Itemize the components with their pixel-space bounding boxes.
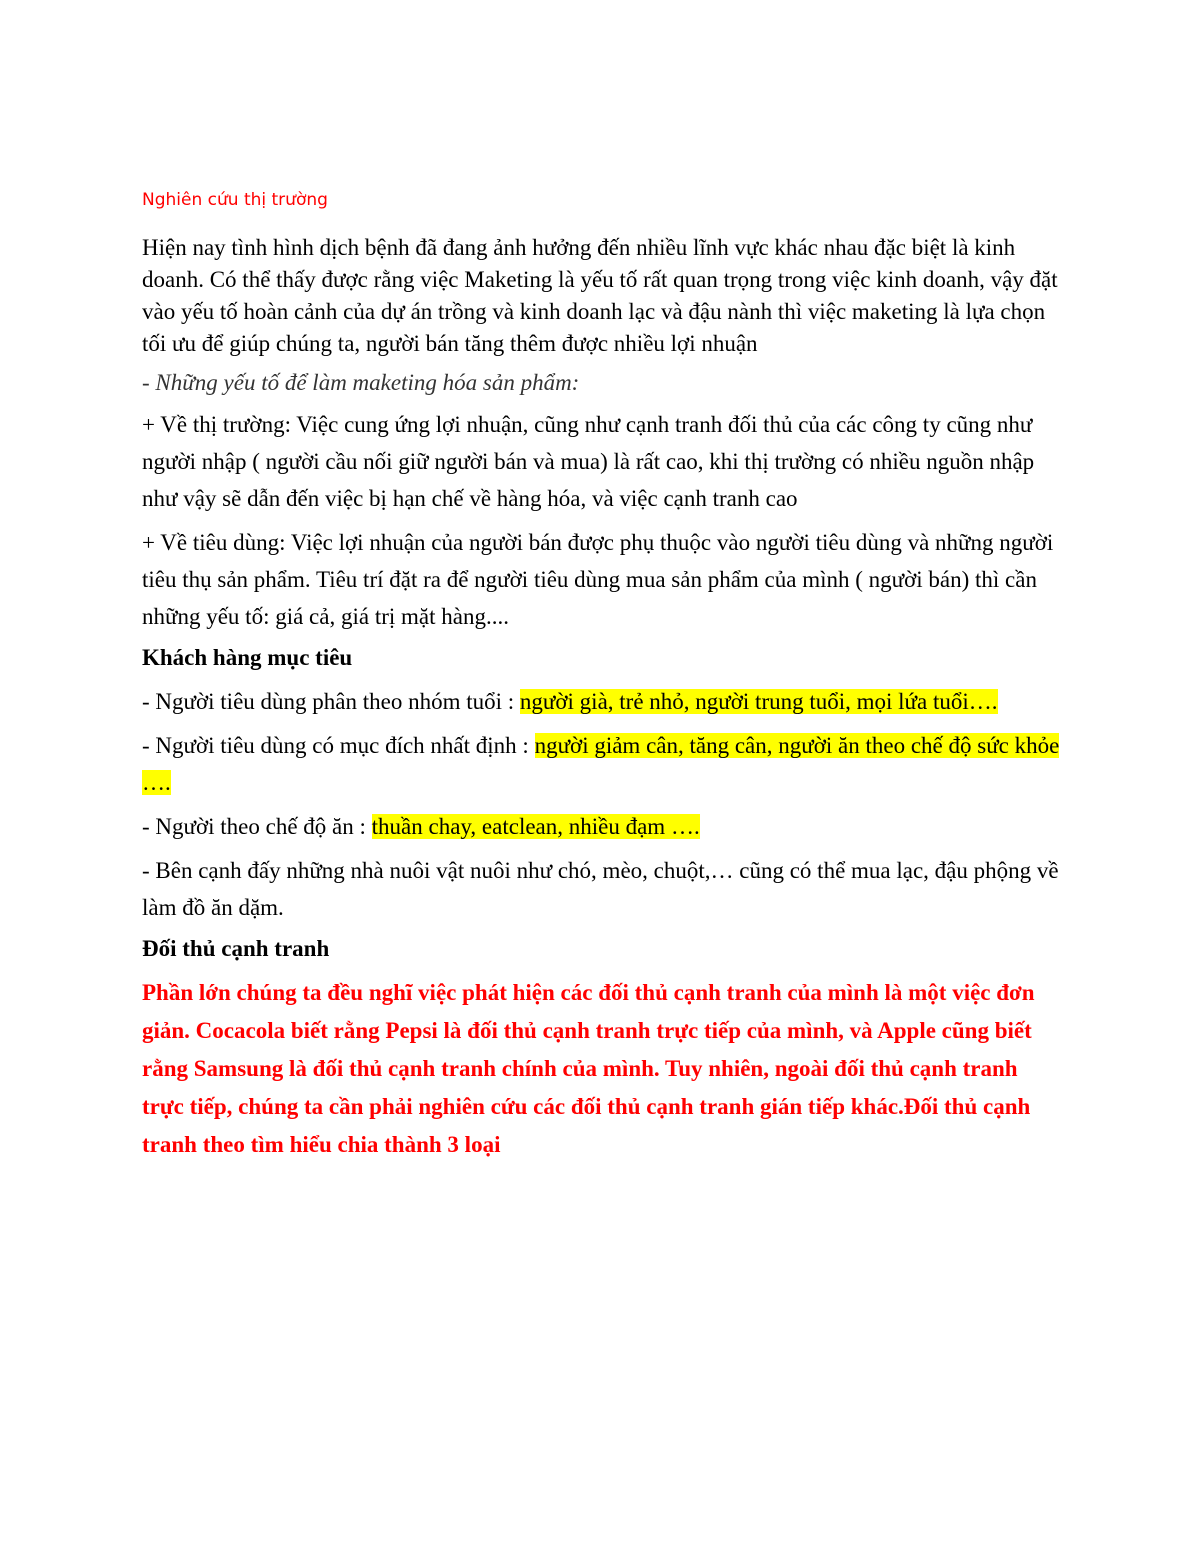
target-age-item: [142, 683, 1062, 720]
target-diet-prefix: - Người theo chế độ ăn :: [142, 814, 372, 839]
target-purpose-highlight: người giảm cân, tăng cân, người ăn theo chế độ sức khỏe ….: [142, 733, 1060, 795]
target-purpose-prefix: - Người tiêu dùng có mục đích nhất định :: [142, 733, 535, 758]
market-paragraph: + Về thị trường: Việc cung ứng lợi nhuận, cũng như cạnh tranh đối thủ của các công ty cũng như người nhập ( người cầu nối giữ người bán và mua) là rất cao, khi thị trường có nhiều nguồn nhập như vậy sẽ dẫn đến việc bị hạn chế về hàng hóa, và việc cạnh tranh cao: [142, 412, 1035, 511]
target-purpose-item: [142, 727, 1062, 801]
target-diet-highlight: thuần chay, eatclean, nhiều đạm ….: [371, 814, 700, 839]
target-age-prefix: - Người tiêu dùng phân theo nhóm tuổi :: [142, 689, 520, 714]
target-diet-item: [142, 808, 1062, 845]
competitor-heading: Đối thủ cạnh tranh: [142, 936, 330, 961]
factors-heading: - Những yếu tố để làm maketing hóa sản phẩm:: [142, 370, 580, 395]
intro-paragraph: Hiện nay tình hình dịch bệnh đã đang ảnh hưởng đến nhiều lĩnh vực khác nhau đặc biệt là kinh doanh. Có thể thấy được rằng việc Maketing là yếu tố rất quan trọng trong việc kinh doanh, vậy đặt vào yếu tố hoàn cảnh của dự án trồng và kinh doanh lạc và đậu nành thì việc maketing là lựa chọn tối ưu để giúp chúng ta, người bán tăng thêm được nhiều lợi nhuận: [142, 235, 1058, 356]
target-age-highlight: người già, trẻ nhỏ, người trung tuổi, mọi lứa tuổi….: [519, 689, 998, 714]
document-title: Nghiên cứu thị trường: [142, 190, 328, 210]
competitor-paragraph: Phần lớn chúng ta đều nghĩ việc phát hiện các đối thủ cạnh tranh của mình là một việc đơn giản. Cocacola biết rằng Pepsi là đối thủ cạnh tranh trực tiếp của mình, và Apple cũng biết rằng Samsung là đối thủ cạnh tranh chính của mình. Tuy nhiên, ngoài đối thủ cạnh tranh trực tiếp, chúng ta cần phải nghiên cứu các đối thủ cạnh tranh gián tiếp khác.Đối thủ cạnh tranh theo tìm hiểu chia thành 3 loại: [142, 980, 1035, 1157]
document-page: [142, 188, 1062, 1164]
consumption-paragraph: + Về tiêu dùng: Việc lợi nhuận của người bán được phụ thuộc vào người tiêu dùng và những người tiêu thụ sản phẩm. Tiêu trí đặt ra để người tiêu dùng mua sản phẩm của mình ( người bán) thì cần những yếu tố: giá cả, giá trị mặt hàng....: [142, 530, 1054, 629]
target-pets-item: - Bên cạnh đấy những nhà nuôi vật nuôi như chó, mèo, chuột,… cũng có thể mua lạc, đậu phộng về làm đồ ăn dặm.: [142, 858, 1059, 920]
target-heading: Khách hàng mục tiêu: [142, 645, 353, 670]
